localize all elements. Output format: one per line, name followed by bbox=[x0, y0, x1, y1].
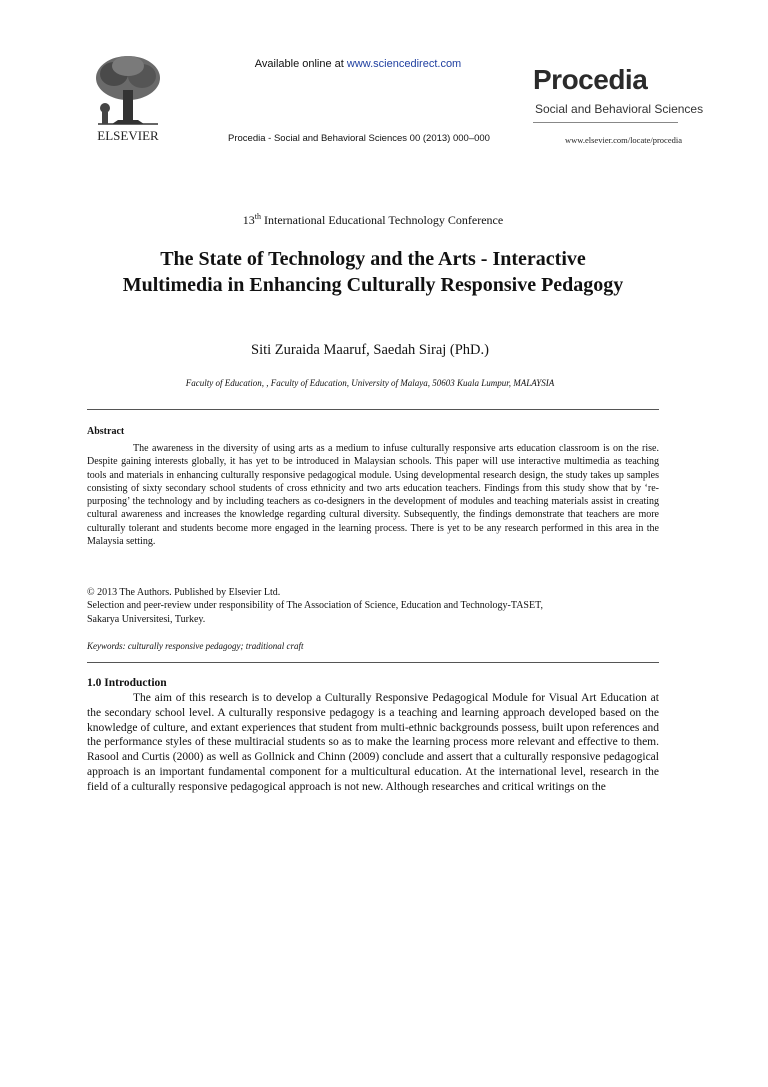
sciencedirect-link[interactable]: www.sciencedirect.com bbox=[346, 58, 462, 70]
procedia-url[interactable]: www.elsevier.com/locate/procedia bbox=[565, 135, 682, 145]
procedia-brand-title: Procedia bbox=[533, 64, 648, 95]
copyright-line-2: Selection and peer-review under responsibility of The Association of Science, Education and Technology-TASET, bbox=[87, 600, 543, 612]
introduction-body: The aim of this research is to develop a Culturally Responsive Pedagogical Module for Visual Art Education at the secondary school level. A culturally responsive pedagogy is a teaching and learning approach developed based on the knowledge of culture, and extant experiences that student from multi-ethnic backgrounds possess, built upon references and the performance styles of these multiracial students so as to make the learning process more relevant and effective to them. Rasool and Curtis (2000) as well as Gollnick and Chinn (2009) conclude and assert that a culturally responsive pedagogical approach is an important fundamental component for a multicultural education. At the international level, research in the field of a culturally responsive pedagogical approach is not new. Although researches and critical writings on the bbox=[87, 692, 659, 793]
keywords: Keywords: culturally responsive pedagogy; traditional craft bbox=[87, 641, 304, 651]
copyright-block bbox=[87, 586, 659, 626]
conference-ordinal-suffix: th bbox=[254, 212, 262, 221]
divider-top bbox=[87, 409, 659, 410]
authors: Siti Zuraida Maaruf, Saedah Siraj (PhD.) bbox=[251, 342, 489, 358]
paper-title-line-1: The State of Technology and the Arts - Interactive bbox=[160, 248, 586, 270]
conference-line bbox=[0, 212, 746, 228]
paper-title bbox=[0, 246, 746, 298]
elsevier-wordmark: ELSEVIER bbox=[97, 128, 159, 143]
elsevier-tree-icon bbox=[88, 52, 168, 144]
availability-prefix: Available online at bbox=[254, 58, 347, 70]
procedia-brand-subtitle: Social and Behavioral Sciences bbox=[535, 102, 704, 116]
conference-ordinal: 13 bbox=[242, 213, 255, 227]
copyright-line-3: Sakarya Universitesi, Turkey. bbox=[87, 613, 206, 625]
brand-divider bbox=[533, 122, 678, 123]
abstract-body: The awareness in the diversity of using arts as a medium to infuse culturally responsive arts education classroom is on the rise. Despite gaining interests globally, it has yet to be introduced in Malaysian schools. This paper will use interactive multimedia as teaching tools and materials in enhancing culturally responsive pedagogical module. Using developmental research design, the study takes up samples consisting of sixty secondary school students of cross ethnicity and two arts education teachers. Findings from this study show that by ‘re-purposing’ the technology and by including teachers as co-designers in the development of modules and teaching materials assist in creating cultural awareness and increases the knowledge regarding cultural diversity. Subsequently, the findings demonstrate that teachers are more culturally tolerant and students become more engaged in the learning process. There is yet to be any research performed in this area in the Malaysia setting. bbox=[87, 443, 659, 548]
paper-title-line-2: Multimedia in Enhancing Culturally Responsive Pedagogy bbox=[122, 274, 624, 296]
journal-reference: Procedia - Social and Behavioral Sciences 00 (2013) 000–000 bbox=[228, 133, 490, 144]
conference-name: International Educational Technology Conference bbox=[261, 213, 504, 227]
elsevier-logo bbox=[88, 52, 168, 144]
divider-bottom bbox=[87, 662, 659, 663]
affiliation: Faculty of Education, , Faculty of Education, University of Malaya, 50603 Kuala Lumpur, MALAYSIA bbox=[185, 378, 555, 388]
introduction-heading: 1.0 Introduction bbox=[87, 677, 167, 689]
copyright-line-1: © 2013 The Authors. Published by Elsevier Ltd. bbox=[87, 587, 281, 598]
abstract-heading: Abstract bbox=[87, 426, 125, 437]
